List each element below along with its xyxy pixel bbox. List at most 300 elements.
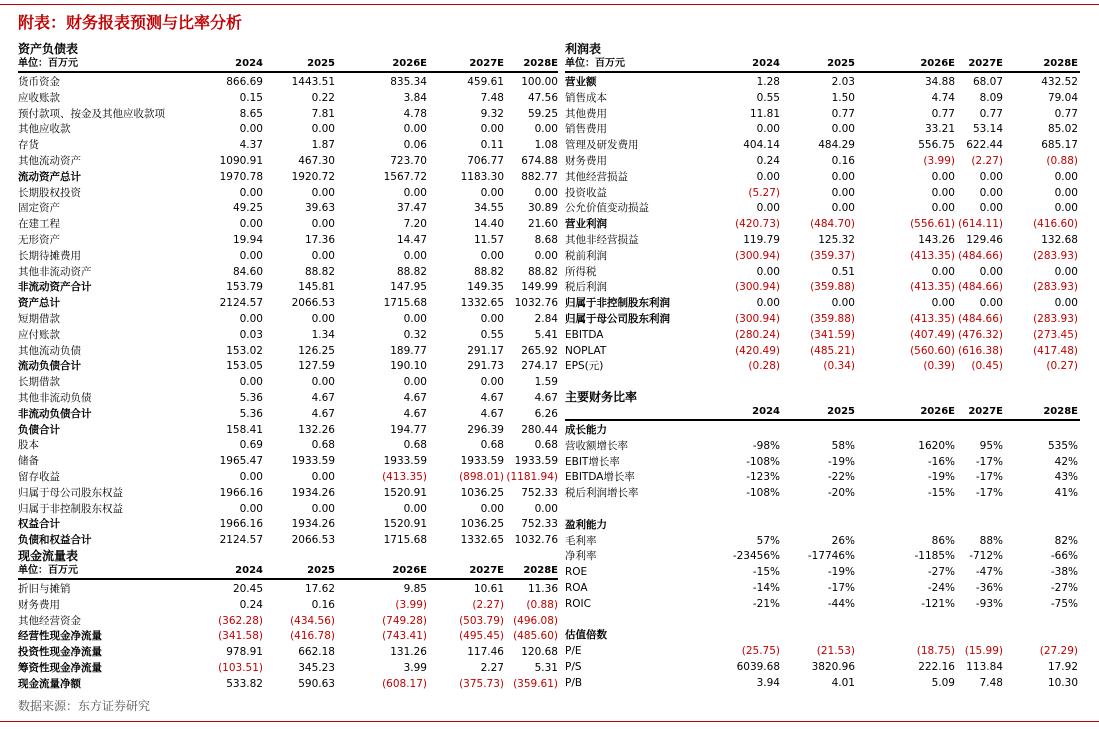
balance-cell: 0.00 [311,249,335,262]
balance-row [18,121,558,137]
cashflow-row-label: 投资性现金净流量 [18,646,102,659]
income-row-label: 其他非经营损益 [565,234,639,246]
income-cell: (0.28) [748,360,780,373]
ratios-cell: 88% [979,534,1003,547]
ratios-row [565,675,1080,691]
ratios-cell: -27% [1050,582,1078,594]
income-cell: 0.00 [979,265,1003,278]
income-row [565,200,1080,216]
ratios-cell: -17% [975,487,1003,500]
balance-cell: 1.34 [311,328,335,341]
balance-cell: 147.95 [390,281,427,294]
income-row [565,327,1080,343]
income-cell: 0.00 [756,297,780,310]
income-cell: (413.35) [910,281,955,294]
income-cell: 0.00 [979,186,1003,199]
balance-cell: 1036.25 [460,518,504,531]
ratios-cell: -19% [827,566,855,579]
balance-cell: 752.33 [521,486,558,499]
balance-cell: 0.69 [239,439,263,452]
balance-row [18,279,558,295]
balance-row-label: 其他应收款 [18,123,71,136]
cashflow-cell: 17.62 [304,583,335,595]
income-cell: 132.68 [1041,234,1078,246]
income-cell: 404.14 [743,139,780,152]
balance-row [18,200,558,216]
income-cell: (300.94) [735,313,780,325]
income-row [565,106,1080,122]
balance-cell: 1966.16 [219,518,263,531]
balance-cell: 4.67 [311,407,335,420]
income-section-title: 利润表 [565,42,602,56]
cashflow-cell: 978.91 [226,646,263,659]
balance-year-header: 2027E [469,58,504,69]
cashflow-table [18,563,558,688]
balance-cell: 0.32 [403,328,427,341]
income-row [565,216,1080,232]
cashflow-cell: 2.27 [480,662,504,674]
ratios-cell: (18.75) [916,645,955,658]
ratios-cell: 113.84 [966,661,1003,673]
cashflow-cell: (495.45) [459,630,504,643]
balance-year-header: 2026E [392,58,427,69]
balance-cell: 0.00 [480,249,504,262]
balance-cell: 0.00 [239,218,263,231]
income-row-label: 公允价值变动损益 [565,202,649,215]
balance-row-label: 其他流动资产 [18,155,81,167]
balance-cell: 189.77 [390,344,427,357]
balance-row [18,532,558,548]
cashflow-cell: (434.56) [290,614,335,627]
balance-cell: 0.00 [311,186,335,199]
income-cell: 0.77 [931,107,955,120]
balance-cell: 47.56 [527,91,558,104]
income-cell: 4.74 [931,91,955,104]
ratios-cell: -121% [921,597,955,610]
cashflow-cell: (503.79) [459,614,504,627]
income-year-header: 2028E [1043,58,1078,69]
income-row [565,343,1080,359]
balance-cell: 1032.76 [514,534,558,547]
cashflow-row-label: 现金流量净额 [18,677,81,690]
income-row-label: EBITDA [565,328,604,341]
ratios-cell: -75% [1050,597,1078,610]
cashflow-cell: (375.73) [459,677,504,690]
ratios-row [565,548,1080,564]
ratios-cell: (21.53) [816,645,855,658]
cashflow-row [18,613,558,629]
balance-row [18,137,558,153]
income-row [565,248,1080,264]
ratios-cell: -108% [746,487,780,500]
income-cell: 8.09 [979,91,1003,104]
balance-cell: 145.81 [298,281,335,294]
balance-row [18,469,558,485]
ratios-cell: -17746% [807,550,855,563]
income-cell: 0.77 [979,107,1003,120]
income-cell: 0.00 [931,170,955,183]
ratios-cell: (25.75) [741,645,780,658]
income-cell: 68.07 [972,76,1003,88]
ratios-cell: 5.09 [931,676,955,689]
cashflow-row-label: 筹资性现金净流量 [18,662,102,674]
income-year-header: 2024 [752,58,780,69]
income-row [565,311,1080,327]
balance-cell: 0.00 [311,123,335,136]
balance-cell: 291.73 [467,360,504,373]
income-cell: (5.27) [748,186,780,199]
balance-cell: 0.00 [239,249,263,262]
ratios-cell: 535% [1047,439,1078,452]
income-row-label: 财务费用 [565,155,607,167]
income-cell: 432.52 [1041,76,1078,88]
balance-cell: 0.68 [534,439,558,452]
ratios-year-header: 2024 [752,406,780,417]
income-cell: 53.14 [972,123,1003,136]
income-row-label: 税前利润 [565,249,607,262]
balance-row-label: 资产总计 [18,297,60,310]
ratios-row-label: P/E [565,645,582,658]
balance-cell: 835.34 [390,76,427,88]
balance-cell: 37.47 [396,202,427,215]
right-panel [565,38,1080,688]
balance-row [18,358,558,374]
ratios-cell: -15% [752,566,780,579]
balance-cell: 59.25 [527,107,558,120]
income-cell: 0.00 [831,123,855,136]
ratios-cell: 1620% [918,439,955,452]
balance-cell: 2066.53 [291,297,335,310]
balance-cell: 4.67 [480,392,504,404]
income-row [565,169,1080,185]
ratios-row [565,643,1080,659]
income-cell: 622.44 [966,139,1003,152]
balance-cell: 4.67 [480,407,504,420]
ratios-row [565,469,1080,485]
balance-cell: 280.44 [521,423,558,436]
ratios-cell: 3.94 [756,676,780,689]
ratios-row-label: ROIC [565,597,591,610]
balance-cell: 88.82 [396,265,427,278]
income-cell: 0.00 [831,202,855,215]
income-cell: 143.26 [918,234,955,246]
balance-row [18,295,558,311]
income-row-label: 投资收益 [565,186,607,199]
balance-row-label: 负债和权益合计 [18,534,92,547]
ratios-cell: 95% [979,439,1003,452]
balance-cell: 1965.47 [219,455,263,468]
income-cell: 0.00 [756,170,780,183]
income-cell: 0.00 [1054,297,1078,310]
income-cell: (484.70) [810,218,855,231]
ratios-row-label: ROA [565,582,588,594]
balance-cell: 153.05 [226,360,263,373]
balance-row [18,311,558,327]
balance-cell: 1933.59 [383,455,427,468]
balance-cell: 1966.16 [219,486,263,499]
income-cell: 0.00 [756,123,780,136]
balance-cell: 0.00 [311,313,335,325]
balance-cell: 291.17 [467,344,504,357]
income-row-label: EPS(元) [565,360,604,373]
balance-cell: 1934.26 [291,518,335,531]
balance-cell: 14.40 [473,218,504,231]
balance-cell: 0.00 [311,376,335,389]
balance-row [18,485,558,501]
balance-cell: 2.84 [534,313,558,325]
income-cell: 0.00 [979,297,1003,310]
ratios-row-label: 营收额增长率 [565,439,628,452]
balance-cell: 0.00 [534,502,558,515]
income-cell: 0.00 [1054,202,1078,215]
balance-cell: 14.47 [396,234,427,246]
cashflow-row [18,597,558,613]
balance-cell: 8.65 [239,107,263,120]
ratios-cell: 17.92 [1047,661,1078,673]
income-cell: 484.29 [818,139,855,152]
balance-cell: 0.68 [480,439,504,452]
cashflow-cell: (103.51) [218,662,263,674]
balance-row-label: 其他非流动资产 [18,265,92,278]
income-row-label: 其他经营损益 [565,170,628,183]
cashflow-cell: 0.24 [239,598,263,611]
balance-row-label: 在建工程 [18,218,60,231]
balance-cell: 1520.91 [383,518,427,531]
income-cell: (560.60) [910,344,955,357]
balance-row [18,374,558,390]
balance-cell: 467.30 [298,155,335,167]
balance-year-header: 2028E [523,58,558,69]
income-cell: 125.32 [818,234,855,246]
balance-cell: 0.00 [403,502,427,515]
ratios-cell: -1185% [914,550,955,563]
balance-cell: 149.35 [467,281,504,294]
income-cell: 1.28 [756,76,780,88]
ratios-cell: -22% [827,471,855,484]
balance-row-label: 负债合计 [18,423,60,436]
income-row-label: 其他费用 [565,107,607,120]
balance-cell: 0.68 [311,439,335,452]
ratios-cell: 4.01 [831,676,855,689]
ratios-year-header: 2027E [968,406,1003,417]
ratios-cell: -47% [975,566,1003,579]
cashflow-cell: (362.28) [218,614,263,627]
ratios-row [565,612,1080,628]
balance-cell: 752.33 [521,518,558,531]
income-cell: (0.88) [1046,155,1078,167]
balance-row [18,153,558,169]
balance-cell: 6.26 [534,407,558,420]
income-cell: (359.88) [810,281,855,294]
income-row [565,279,1080,295]
balance-cell: (413.35) [382,471,427,483]
balance-cell: 21.60 [527,218,558,231]
ratios-row-label: EBITDA增长率 [565,471,635,484]
balance-row [18,437,558,453]
ratios-row-label: 毛利率 [565,534,597,547]
balance-cell: 0.00 [403,123,427,136]
ratios-row [565,438,1080,454]
balance-row-label: 应收账款 [18,91,60,104]
ratios-row [565,580,1080,596]
income-cell: 34.88 [924,76,955,88]
balance-cell: 126.25 [298,344,335,357]
balance-row [18,232,558,248]
balance-cell: 39.63 [304,202,335,215]
income-cell: 0.00 [931,297,955,310]
income-cell: (420.73) [735,218,780,231]
balance-row [18,453,558,469]
income-cell: (280.24) [735,328,780,341]
balance-cell: 194.77 [390,423,427,436]
ratios-cell: (27.29) [1039,645,1078,658]
cashflow-header-row [18,563,558,580]
cashflow-cell: 9.85 [403,583,427,595]
balance-row-label: 存货 [18,139,39,152]
balance-row-label: 其他流动负债 [18,344,81,357]
ratios-cell: 43% [1054,471,1078,484]
bottom-rule [0,721,1099,722]
balance-cell: 84.60 [232,265,263,278]
income-cell: 0.00 [756,265,780,278]
balance-cell: 1934.26 [291,486,335,499]
ratios-cell: -14% [752,582,780,594]
income-cell: (484.66) [958,281,1003,294]
ratios-year-header: 2028E [1043,406,1078,417]
income-cell: 0.00 [931,202,955,215]
balance-cell: 0.00 [403,376,427,389]
balance-cell: 1036.25 [460,486,504,499]
balance-year-header: 2024 [235,58,263,69]
ratios-cell: (15.99) [964,645,1003,658]
income-cell: (283.93) [1033,249,1078,262]
balance-cell: 723.70 [390,155,427,167]
cashflow-cell: 5.31 [534,662,558,674]
income-cell: (300.94) [735,281,780,294]
balance-cell: 0.00 [239,186,263,199]
balance-row [18,422,558,438]
ratios-header-row [565,404,1080,421]
balance-cell: (898.01) [459,471,504,483]
balance-cell: 2124.57 [219,297,263,310]
ratios-cell: 42% [1054,455,1078,468]
balance-cell: 0.00 [239,313,263,325]
balance-row-label: 预付款项、按金及其他应收款项 [18,107,165,120]
balance-row-label: 长期待摊费用 [18,249,81,262]
balance-cell: 866.69 [226,76,263,88]
ratios-cell: -27% [927,566,955,579]
balance-cell: 4.67 [403,407,427,420]
balance-cell: 0.68 [403,439,427,452]
balance-cell: 0.55 [480,328,504,341]
ratios-cell: -712% [969,550,1003,563]
balance-cell: 1567.72 [383,170,427,183]
ratios-cell: -17% [975,455,1003,468]
balance-cell: 3.84 [403,91,427,104]
balance-row-label: 流动负债合计 [18,360,81,373]
cashflow-cell: (608.17) [382,677,427,690]
income-cell: (2.27) [971,155,1003,167]
balance-cell: 1.59 [534,376,558,389]
balance-row-label: 非流动负债合计 [18,407,92,420]
page-title: 附表：财务报表预测与比率分析 [18,13,243,32]
balance-cell: 0.00 [480,313,504,325]
cashflow-cell: (496.08) [513,614,558,627]
cashflow-row-label: 经营性现金净流量 [18,630,102,643]
balance-row [18,90,558,106]
balance-row [18,185,558,201]
balance-cell: 17.36 [304,234,335,246]
income-cell: (485.21) [810,344,855,357]
income-cell: (407.49) [910,328,955,341]
balance-cell: 2124.57 [219,534,263,547]
income-cell: 0.51 [831,265,855,278]
balance-cell: 88.82 [527,265,558,278]
income-row-label: 销售成本 [565,91,607,104]
income-cell: (283.93) [1033,313,1078,325]
cashflow-cell: 590.63 [298,677,335,690]
income-statement-table [565,56,1080,378]
balance-cell: 674.88 [521,155,558,167]
ratios-cell: -38% [1050,566,1078,579]
cashflow-cell: (359.61) [513,677,558,690]
ratios-cell: -36% [975,582,1003,594]
balance-cell: 0.11 [480,139,504,152]
ratios-row [565,533,1080,549]
income-cell: 11.81 [749,107,780,120]
income-row [565,137,1080,153]
income-cell: (417.48) [1033,344,1078,357]
balance-cell: 4.67 [311,392,335,404]
balance-cell: 1.87 [311,139,335,152]
ratios-row [565,422,1080,438]
balance-cell: 49.25 [232,202,263,215]
income-cell: 0.00 [1054,186,1078,199]
income-cell: (0.39) [923,360,955,373]
cashflow-cell: (743.41) [382,630,427,643]
balance-cell: 265.92 [521,344,558,357]
income-cell: (359.37) [810,249,855,262]
balance-row [18,169,558,185]
cashflow-year-header: 2027E [469,565,504,576]
ratios-cell: 57% [756,534,780,547]
balance-cell: 158.41 [226,423,263,436]
cashflow-cell: 10.61 [473,583,504,595]
income-cell: (413.35) [910,249,955,262]
income-row [565,74,1080,90]
balance-cell: 9.32 [480,107,504,120]
ratios-cell: -23456% [732,550,780,563]
income-cell: (476.32) [958,328,1003,341]
balance-cell: 0.00 [534,186,558,199]
cashflow-year-header: 2024 [235,565,263,576]
balance-row-label: 其他非流动负债 [18,392,92,404]
income-cell: (413.35) [910,313,955,325]
ratios-cell: -93% [975,597,1003,610]
income-cell: 0.16 [831,155,855,167]
ratios-row-label: 成长能力 [565,424,607,436]
ratios-cell: 82% [1054,534,1078,547]
income-row-label: NOPLAT [565,344,607,357]
income-row [565,121,1080,137]
income-cell: (484.66) [958,249,1003,262]
income-cell: (416.60) [1033,218,1078,231]
balance-cell: 1933.59 [291,455,335,468]
income-cell: 85.02 [1047,123,1078,136]
balance-cell: 1715.68 [383,297,427,310]
balance-row [18,264,558,280]
balance-cell: 1920.72 [291,170,335,183]
